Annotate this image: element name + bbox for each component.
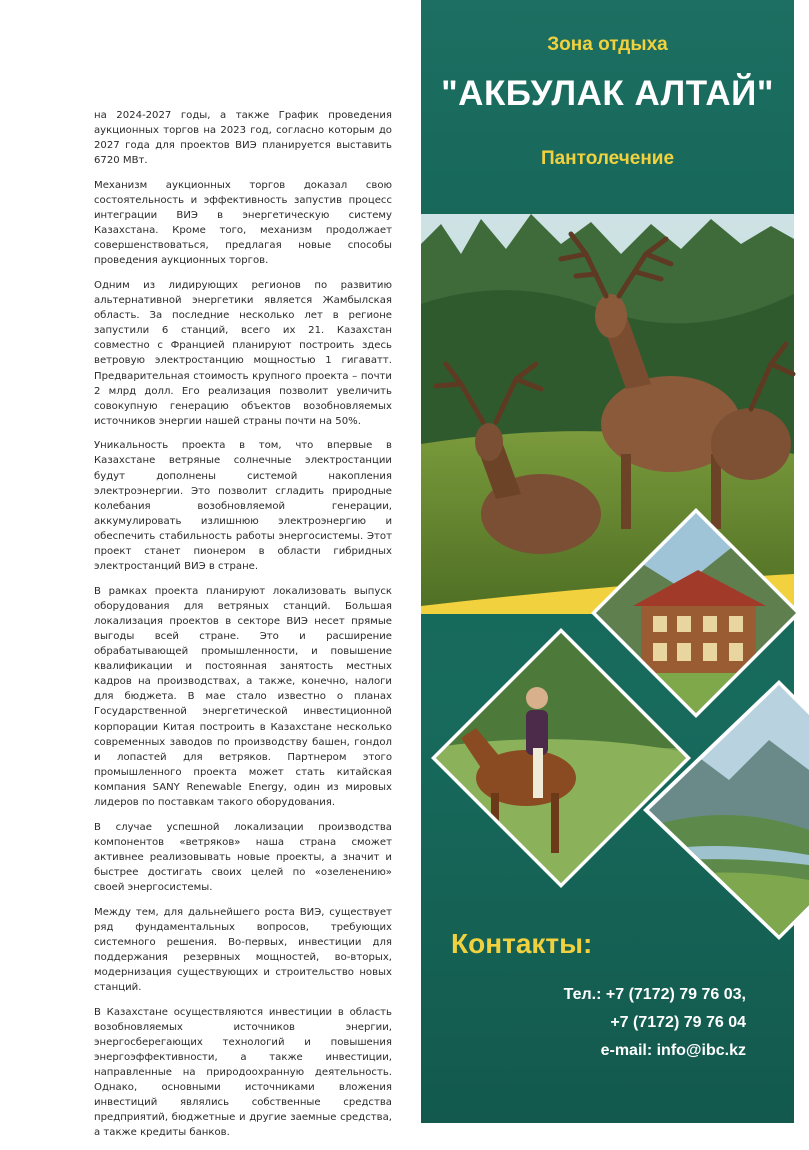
article-paragraph: В случае успешной локализации производства компонентов «ветряков» наша страна сможет активнее реализовывать новые проекты, а значит и быстрее достигать своих целей по «озеленению» своей энергосистемы.: [94, 821, 392, 893]
advert-title: "АКБУЛАК АЛТАЙ": [441, 74, 774, 113]
advert-subtitle: Пантолечение: [540, 148, 675, 169]
article-paragraph: Уникальность проекта в том, что впервые в Казахстане ветряные солнечные электростанции будут дополнены системой накопления электроэнергии. Это позволит сгладить природные колебания возобновляемой генерации, аккумулировать излишнюю электроэнергию и обеспечить стабильность работы энергосистемы. Этот проект станет пионером в области гибридных электростанций ВИЭ в стране.: [94, 440, 392, 573]
article-paragraph: Между тем, для дальнейшего роста ВИЭ, существует ряд фундаментальных вопросов, требующих системного решения. Во-первых, инвестиции для поддержания резервных мощностей, во-вторых, модернизация существующих и строительство новых станций.: [94, 906, 392, 994]
advert-panel: [421, 0, 794, 1123]
contact-email: e-mail: info@ibc.kz: [600, 1042, 746, 1059]
article-paragraph: Одним из лидирующих регионов по развитию альтернативной энергетики является Жамбылская область. За последние несколько лет в регионе запустили 6 станций, всего их 21. Казахстан совместно с Францией планируют построить здесь ветровую электростанцию мощностью 1 гигаватт. Предварительная стоимость крупного проекта – почти 2 млрд долл. Его реализация позволит увеличить совокупную генерацию объектов возобновляемых источников энергии нашей страны почти на 50%.: [94, 279, 392, 427]
contact-phone-2: +7 (7172) 79 76 04: [610, 1014, 746, 1031]
article-paragraph: Механизм аукционных торгов доказал свою состоятельность и эффективность запустив процесс интеграции ВИЭ в энергетическую систему Казахстана. Кроме того, механизм продолжает совершенствоваться, предлагая новые способы проведения аукционных торгов.: [94, 179, 392, 267]
contact-phone-1: Тел.: +7 (7172) 79 76 03,: [563, 986, 746, 1003]
article-paragraph: на 2024-2027 годы, а также График проведения аукционных торгов на 2023 год, согласно которым до 2027 года для проектов ВИЭ планируется выставить 6720 МВт.: [94, 110, 392, 167]
contacts-title: Контакты:: [451, 928, 593, 959]
valley-photo: [639, 680, 809, 940]
advert-zone-label: Зона отдыха: [547, 34, 668, 55]
article-column: [94, 108, 392, 1150]
article-paragraph: В рамках проекта планируют локализовать выпуск оборудования для ветряных станций. Большая локализация проектов в секторе ВИЭ несет прямые выгоды всей стране. Это и расширение обрабатывающей промышленности, и повышение квалификации и постоянная занятость местных кадров на производствах, а также, конечно, налоги для бюджета. В мае стало известно о планах Государственной энергетической инвестиционной корпорации Китая построить в Казахстане несколько современных заводов по производству башен, гондол и лопастей для ветряков. Партнером этого промышленного проекта может стать китайская компания SANY Renewable Energy, один из мировых лидеров по поставкам такого оборудования.: [94, 585, 392, 809]
article-paragraph: В Казахстане осуществляются инвестиции в область возобновляемых источников энергии, энергосберегающих технологий и повышения энергоэффективности, а также инвестиции, направленные на природоохранную деятельность. Однако, основными источниками вложения инвестиций являлись собственные средства предприятий, бюджетные и другие заемные средства, а также кредиты банков.: [94, 1006, 392, 1139]
